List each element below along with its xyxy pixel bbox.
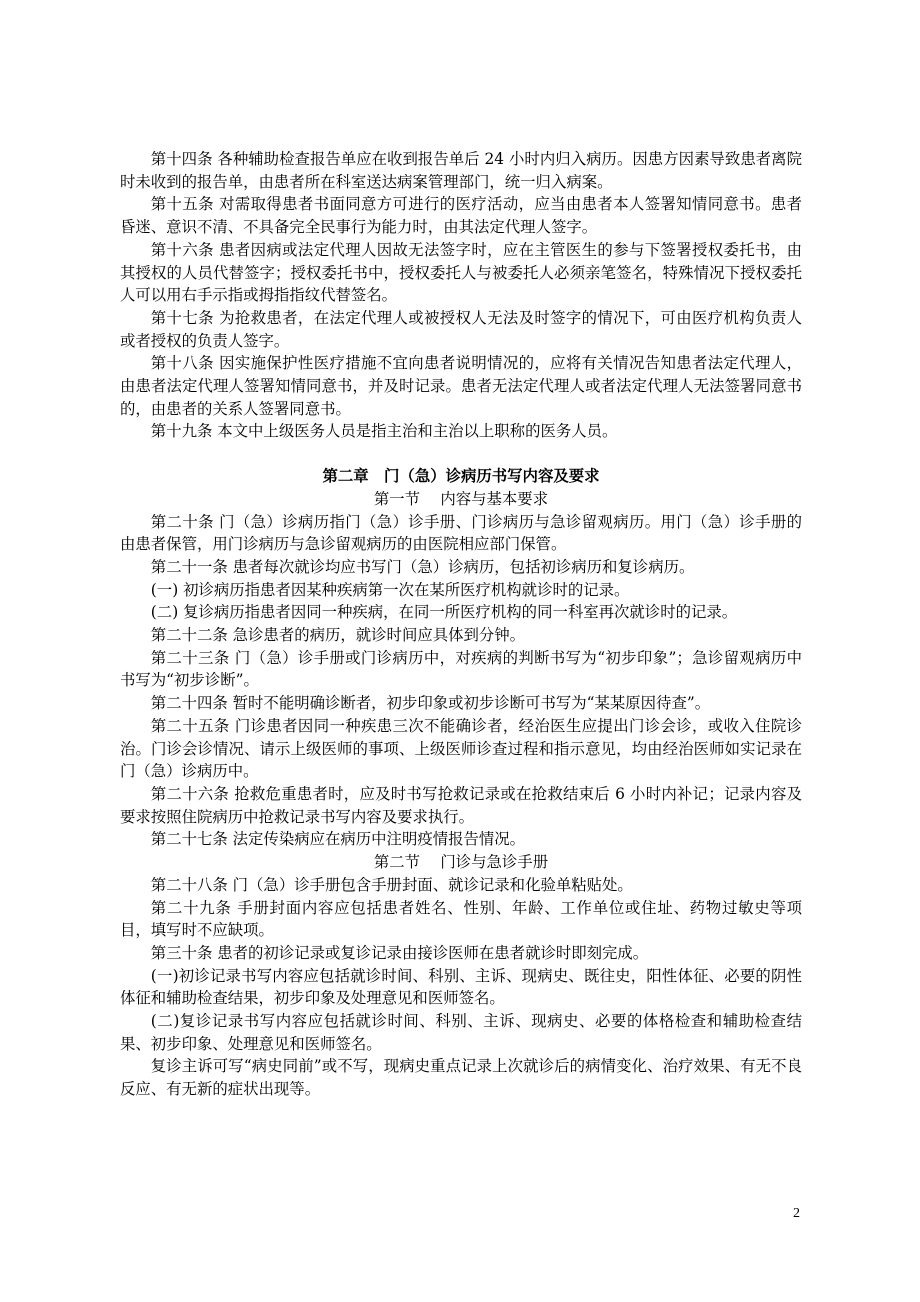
article-27: 第二十七条 法定传染病应在病历中注明疫情报告情况。 [150,830,526,849]
article-14: 第十四条 各种辅助检查报告单应在收到报告单后 24 小时内归入病历。因患方因素导致患者离院时未收到的报告单，由患者所在科室送达病案管理部门，统一归入病案。 [120,150,802,191]
section-2-title: 第二节 门诊与急诊手册 [373,853,549,872]
article-30: 第三十条 患者的初诊记录或复诊记录由接诊医师在患者就诊时即刻完成。 [150,943,649,962]
article-20: 第二十条 门（急）诊病历指门（急）诊手册、门诊病历与急诊留观病历。用门（急）诊手册的由患者保管，用门诊病历与急诊留观病历的由医院相应部门保管。 [120,512,802,554]
article-22: 第二十二条 急诊患者的病历，就诊时间应具体到分钟。 [150,626,526,645]
article-21-item-2: (二) 复诊病历指患者因同一种疾病，在同一所医疗机构的同一科室再次就诊时的记录。 [150,603,738,622]
article-24: 第二十四条 暂时不能明确诊断者，初步印象或初步诊断可书写为“某某原因待查”。 [150,694,711,713]
article-28: 第二十八条 门（急）诊手册包含手册封面、就诊记录和化验单粘贴处。 [150,875,633,894]
article-15: 第十五条 对需取得患者书面同意方可进行的医疗活动，应当由患者本人签署知情同意书。患者昏迷、意识不清、不具备完全民事行为能力时，由其法定代理人签字。 [120,195,802,237]
article-26: 第二十六条 抢救危重患者时，应及时书写抢救记录或在抢救结束后 6 小时内补记；记录内容及要求按照住院病历中抢救记录书写内容及要求执行。 [120,784,802,826]
follow-up-note: 复诊主诉可写“病史同前”或不写，现病史重点记录上次就诊后的病情变化、治疗效果、有无不良反应、有无新的症状出现等。 [120,1057,802,1099]
article-17: 第十七条 为抢救患者，在法定代理人或被授权人无法及时签字的情况下，可由医疗机构负责人或者授权的负责人签字。 [120,308,802,350]
article-23: 第二十三条 门（急）诊手册或门诊病历中，对疾病的判断书写为“初步印象”；急诊留观病历中书写为“初步诊断”。 [120,648,802,690]
article-29: 第二十九条 手册封面内容应包括患者姓名、性别、年龄、工作单位或住址、药物过敏史等项目，填写时不应缺项。 [120,898,802,940]
section-1-title: 第一节 内容与基本要求 [373,489,549,508]
article-30-item-1: (一)初诊记录书写内容应包括就诊时间、科别、主诉、现病史、既往史，阳性体征、必要的阴性体征和辅助检查结果，初步印象及处理意见和医师签名。 [120,966,802,1008]
article-18: 第十八条 因实施保护性医疗措施不宜向患者说明情况的，应将有关情况告知患者法定代理人，由患者法定代理人签署知情同意书，并及时记录。患者无法定代理人或者法定代理人无法签署同意书的，由患者的关系人签署同意书。 [120,354,802,418]
chapter-title: 第二章 门（急）诊病历书写内容及要求 [322,467,600,486]
page-number: 2 [793,1206,800,1221]
article-19: 第十九条 本文中上级医务人员是指主治和主治以上职称的医务人员。 [150,422,618,441]
document-body [120,148,802,1101]
article-25: 第二十五条 门诊患者因同一种疾患三次不能确诊者，经治医生应提出门诊会诊，或收入住院诊治。门诊会诊情况、请示上级医师的事项、上级医师诊查过程和指示意见，均由经治医师如实记录在门（急）诊病历中。 [120,716,802,781]
article-30-item-2: (二)复诊记录书写内容应包括就诊时间、科别、主诉、现病史、必要的体格检查和辅助检查结果、初步印象、处理意见和医师签名。 [120,1012,802,1053]
spacer [120,443,802,465]
article-16: 第十六条 患者因病或法定代理人因故无法签字时，应在主管医生的参与下签署授权委托书，由其授权的人员代替签字；授权委托书中，授权委托人与被委托人必须亲笔签名，特殊情况下授权委托人可以用右手示指或拇指指纹代替签名。 [120,240,802,305]
article-21: 第二十一条 患者每次就诊均应书写门（急）诊病历，包括初诊病历和复诊病历。 [150,557,695,576]
article-21-item-1: (一) 初诊病历指患者因某种疾病第一次在某所医疗机构就诊时的记录。 [150,580,630,599]
